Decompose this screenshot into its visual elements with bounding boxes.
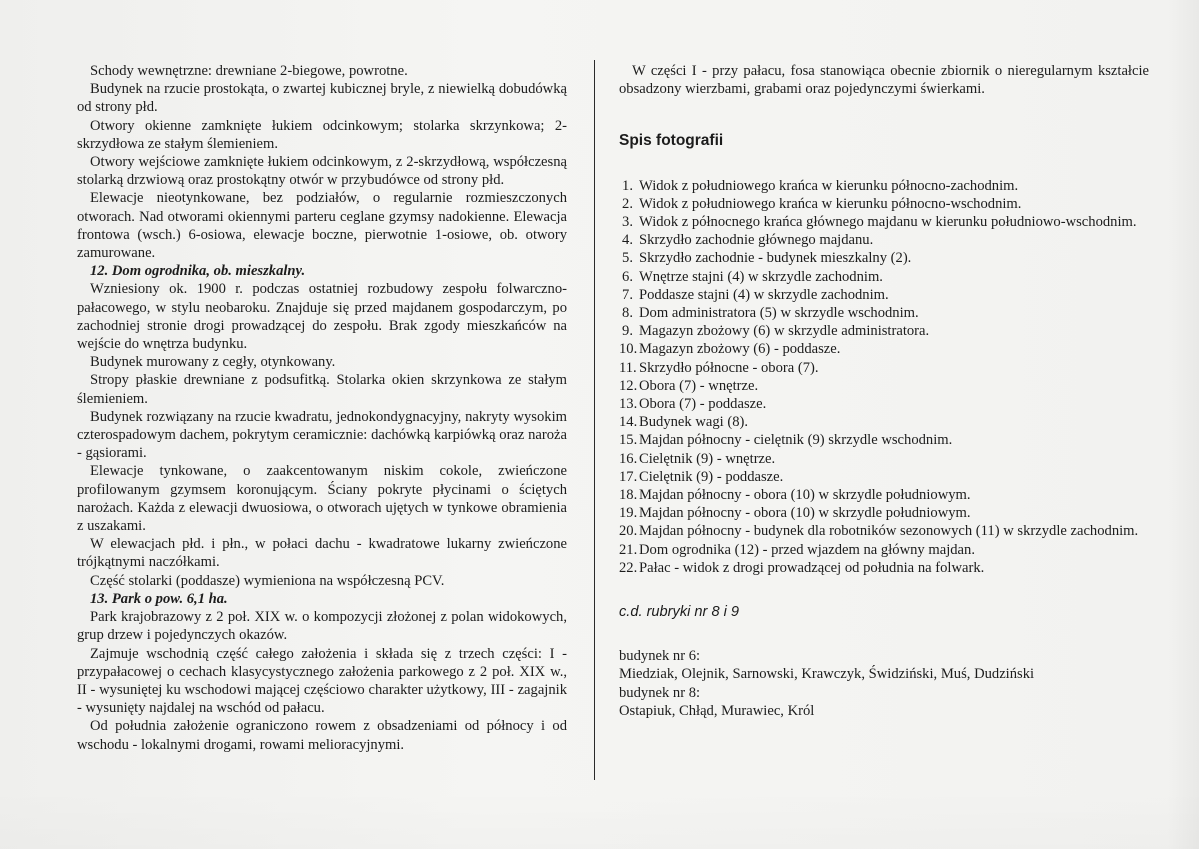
photo-list-item — [619, 431, 1149, 449]
photo-number: 8. — [622, 305, 633, 322]
paragraph: Stropy płaskie drewniane z podsufitką. Stolarka okien skrzynkowa ze stałym ślemieniem. — [77, 372, 567, 407]
photo-caption: Widok z południowego krańca w kierunku północno-zachodnim. — [639, 177, 1019, 194]
photo-number: 22. — [619, 559, 638, 576]
photo-caption: Skrzydło zachodnie - budynek mieszkalny (2). — [639, 250, 912, 267]
photo-caption: Cielętnik (9) - wnętrze. — [639, 450, 776, 467]
continuation-heading: c.d. rubryki nr 8 i 9 — [619, 604, 740, 621]
paragraph: Od południa założenie ograniczono rowem z obsadzeniami od północy i od wschodu - lokalnymi drogami, rowami melioracyjnymi. — [77, 718, 567, 753]
photo-number: 19. — [619, 505, 638, 522]
photo-number: 2. — [622, 195, 633, 212]
photo-caption: Majdan północny - obora (10) w skrzydle południowym. — [639, 505, 971, 522]
photo-number: 17. — [619, 468, 638, 485]
right-column — [619, 62, 1149, 720]
photo-caption: Obora (7) - poddasze. — [639, 396, 767, 413]
photo-list-item — [619, 486, 1149, 504]
photo-number: 1. — [622, 177, 633, 194]
photo-list-item — [619, 340, 1149, 358]
photo-list-item — [619, 541, 1149, 559]
photo-caption: Cielętnik (9) - poddasze. — [639, 468, 784, 485]
paragraph: Wzniesiony ok. 1900 r. podczas ostatniej rozbudowy zespołu folwarczno-pałacowego, w stylu neobaroku. Znajduje się przed majdanem gospodarczym, po zachodniej stronie drogi prowadzącej do zespołu. Brak zgody mieszkańców na wejście do wnętrza budynku. — [77, 281, 567, 353]
photo-number: 14. — [619, 414, 638, 431]
photo-caption: Magazyn zbożowy (6) w skrzydle administratora. — [639, 323, 930, 340]
intro-paragraph: W części I - przy pałacu, fosa stanowiąca obecnie zbiornik o nieregularnym kształcie obsadzony wierzbami, grabami oraz pojedynczymi świerkami. — [619, 63, 1149, 98]
photo-number: 10. — [619, 341, 638, 358]
photo-caption: Pałac - widok z drogi prowadzącej od południa na folwark. — [639, 559, 985, 576]
building-6-label: budynek nr 6: — [619, 648, 701, 665]
paragraph: Budynek rozwiązany na rzucie kwadratu, jednokondygnacyjny, nakryty wysokim czterospadowym dachem, pokrytym ceramicznie: dachówką karpiówką oraz naroża - gąsiorami. — [77, 408, 567, 462]
building-8-label: budynek nr 8: — [619, 684, 701, 701]
photo-list-item — [619, 413, 1149, 431]
photo-list-item — [619, 268, 1149, 286]
photo-list-item — [619, 213, 1149, 231]
photo-caption: Majdan północny - obora (10) w skrzydle południowym. — [639, 487, 971, 504]
photos-heading: Spis fotografii — [619, 132, 724, 150]
paragraph: Otwory okienne zamknięte łukiem odcinkowym; stolarka skrzynkowa; 2-skrzydłowa ze stałym ślemieniem. — [77, 117, 567, 152]
paragraph: Budynek na rzucie prostokąta, o zwartej kubicznej bryle, z niewielką dobudówką od strony płd. — [77, 81, 567, 116]
photo-list — [619, 177, 1149, 577]
photo-caption: Dom administratora (5) w skrzydle wschodnim. — [639, 305, 919, 322]
paragraph: Zajmuje wschodnią część całego założenia i składa się z trzech części: I - przypałacowej o cechach klasycystycznego założenia parkowego z 2 poł. XIX w., II - wysuniętej ku wschodowi mającej częściowo charakter użytkowy, III - zagajnik - wysunięty najdalej na wschód od pałacu. — [77, 645, 567, 717]
photo-caption: Magazyn zbożowy (6) - poddasze. — [639, 341, 841, 358]
section-heading-12: 12. Dom ogrodnika, ob. mieszkalny. — [90, 263, 306, 280]
photo-list-item — [619, 395, 1149, 413]
photo-caption: Majdan północny - budynek dla robotników sezonowych (11) w skrzydle zachodnim. — [639, 523, 1139, 540]
photo-caption: Majdan północny - cielętnik (9) skrzydle wschodnim. — [639, 432, 953, 449]
photo-caption: Wnętrze stajni (4) w skrzydle zachodnim. — [639, 268, 883, 285]
photo-list-item — [619, 468, 1149, 486]
section-heading-13: 13. Park o pow. 6,1 ha. — [90, 590, 228, 607]
photo-list-item — [619, 231, 1149, 249]
photo-caption: Skrzydło zachodnie głównego majdanu. — [639, 232, 874, 249]
paragraph: W elewacjach płd. i płn., w połaci dachu - kwadratowe lukarny zwieńczone trójkątnymi naczółkami. — [77, 536, 567, 571]
building-6-names: Miedziak, Olejnik, Sarnowski, Krawczyk, Świdziński, Muś, Dudziński — [619, 666, 1035, 683]
photo-caption: Budynek wagi (8). — [639, 414, 749, 431]
photo-list-item — [619, 195, 1149, 213]
photo-list-item — [619, 559, 1149, 577]
photo-list-item — [619, 450, 1149, 468]
photo-caption: Dom ogrodnika (12) - przed wjazdem na główny majdan. — [639, 541, 975, 558]
photo-number: 13. — [619, 396, 638, 413]
photo-list-item — [619, 377, 1149, 395]
photo-number: 20. — [619, 523, 638, 540]
building-8-names: Ostapiuk, Chłąd, Murawiec, Król — [619, 702, 815, 719]
photo-list-item — [619, 504, 1149, 522]
photo-list-item — [619, 286, 1149, 304]
photo-caption: Obora (7) - wnętrze. — [639, 377, 759, 394]
page-bottom-shade — [0, 789, 1199, 849]
photo-number: 6. — [622, 268, 633, 285]
photo-number: 4. — [622, 232, 633, 249]
photo-list-item — [619, 322, 1149, 340]
photo-number: 16. — [619, 450, 638, 467]
photo-list-item — [619, 304, 1149, 322]
photo-number: 15. — [619, 432, 638, 449]
photo-list-item — [619, 522, 1149, 540]
paragraph: Budynek murowany z cegły, otynkowany. — [90, 354, 336, 371]
paragraph: Elewacje tynkowane, o zaakcentowanym niskim cokole, zwieńczone profilowanym gzymsem koronującym. Ściany pokryte płycinami o ściętych narożach. Każda z elewacji dwuosiowa, o otworach ujętych w tynkowe obramienia z uszakami. — [77, 463, 567, 535]
paragraph: Otwory wejściowe zamknięte łukiem odcinkowym, z 2-skrzydłową, współczesną stolarką drzwiową oraz prostokątny otwór w przybudówce od strony płd. — [77, 154, 567, 189]
photo-list-item — [619, 177, 1149, 195]
photo-caption: Widok z północnego krańca głównego majdanu w kierunku południowo-wschodnim. — [639, 214, 1137, 231]
photo-caption: Widok z południowego krańca w kierunku północno-wschodnim. — [639, 195, 1022, 212]
photo-number: 9. — [622, 323, 633, 340]
left-column — [77, 62, 567, 754]
photo-number: 7. — [622, 286, 633, 303]
page-edge-shadow — [1167, 0, 1199, 849]
column-divider — [594, 60, 595, 780]
paragraph: Park krajobrazowy z 2 poł. XIX w. o kompozycji złożonej z polan widokowych, grup drzew i pojedynczych okazów. — [77, 609, 567, 644]
photo-number: 21. — [619, 541, 638, 558]
photo-number: 11. — [619, 359, 637, 376]
photo-number: 18. — [619, 487, 638, 504]
photo-number: 5. — [622, 250, 633, 267]
photo-caption: Poddasze stajni (4) w skrzydle zachodnim. — [639, 286, 889, 303]
photo-list-item — [619, 249, 1149, 267]
photo-number: 3. — [622, 214, 633, 231]
photo-caption: Skrzydło północne - obora (7). — [639, 359, 819, 376]
paragraph: Elewacje nieotynkowane, bez podziałów, o regularnie rozmieszczonych otworach. Nad otworami okiennymi parteru ceglane gzymsy nadokienne. Elewacja frontowa (wsch.) 6-osiowa, elewacje boczne, pierwotnie 1-osiowe, ob. otwory zamurowane. — [77, 190, 567, 262]
photo-number: 12. — [619, 377, 638, 394]
paragraph: Część stolarki (poddasze) wymieniona na współczesną PCV. — [90, 572, 445, 589]
photo-list-item — [619, 359, 1149, 377]
paragraph: Schody wewnętrzne: drewniane 2-biegowe, powrotne. — [90, 63, 408, 79]
